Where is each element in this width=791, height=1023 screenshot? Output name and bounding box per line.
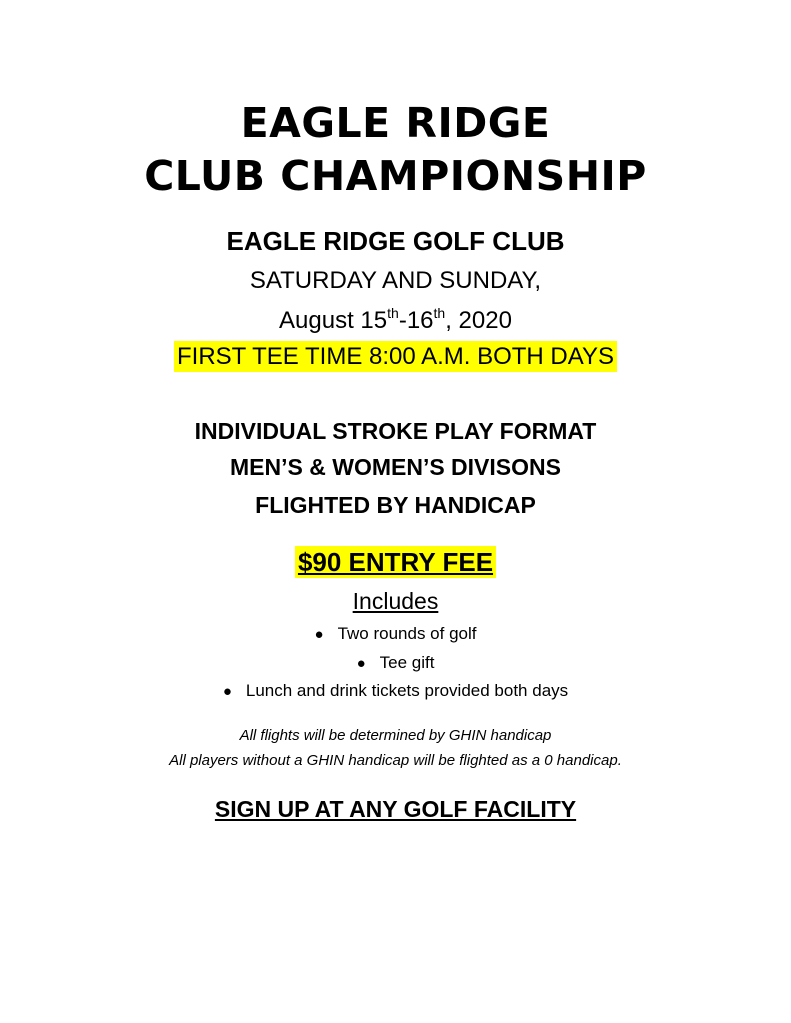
includes-item-label: Two rounds of golf (337, 624, 477, 643)
includes-item (0, 654, 791, 671)
event-title-line1: EAGLE RIDGE (240, 99, 551, 147)
dates-month: August 15 (279, 307, 388, 334)
bullet-icon: ● (356, 655, 366, 672)
includes-heading: Includes (352, 588, 439, 614)
flights-line: FLIGHTED BY HANDICAP (255, 492, 536, 518)
event-dates (0, 305, 791, 334)
divisions-line: MEN’S & WOMEN’S DIVISONS (230, 454, 561, 480)
dates-suffix-2: th (433, 305, 446, 321)
club-name: EAGLE RIDGE GOLF CLUB (226, 226, 565, 256)
bullet-icon: ● (314, 626, 324, 643)
dates-mid: -16 (398, 307, 434, 334)
entry-fee-highlight: $90 ENTRY FEE (295, 546, 496, 578)
dates-year: , 2020 (445, 307, 512, 334)
includes-item (0, 625, 791, 642)
signup-callout: SIGN UP AT ANY GOLF FACILITY (214, 796, 577, 822)
entry-fee (0, 549, 791, 575)
includes-item-label: Lunch and drink tickets provided both days (245, 681, 569, 700)
tee-time-notice (0, 345, 791, 369)
tee-time-highlight: FIRST TEE TIME 8:00 A.M. BOTH DAYS (174, 341, 617, 372)
bullet-icon: ● (222, 683, 232, 700)
handicap-note: All flights will be determined by GHIN handicap (239, 727, 552, 744)
format-line: INDIVIDUAL STROKE PLAY FORMAT (194, 418, 597, 444)
dates-suffix-1: th (387, 305, 399, 321)
includes-item (0, 682, 791, 699)
includes-item-label: Tee gift (379, 653, 435, 672)
event-days: SATURDAY AND SUNDAY, (249, 267, 542, 294)
handicap-note-no-ghin: All players without a GHIN handicap will be flighted as a 0 handicap. (169, 752, 622, 769)
event-title-line2: CLUB CHAMPIONSHIP (144, 152, 647, 200)
